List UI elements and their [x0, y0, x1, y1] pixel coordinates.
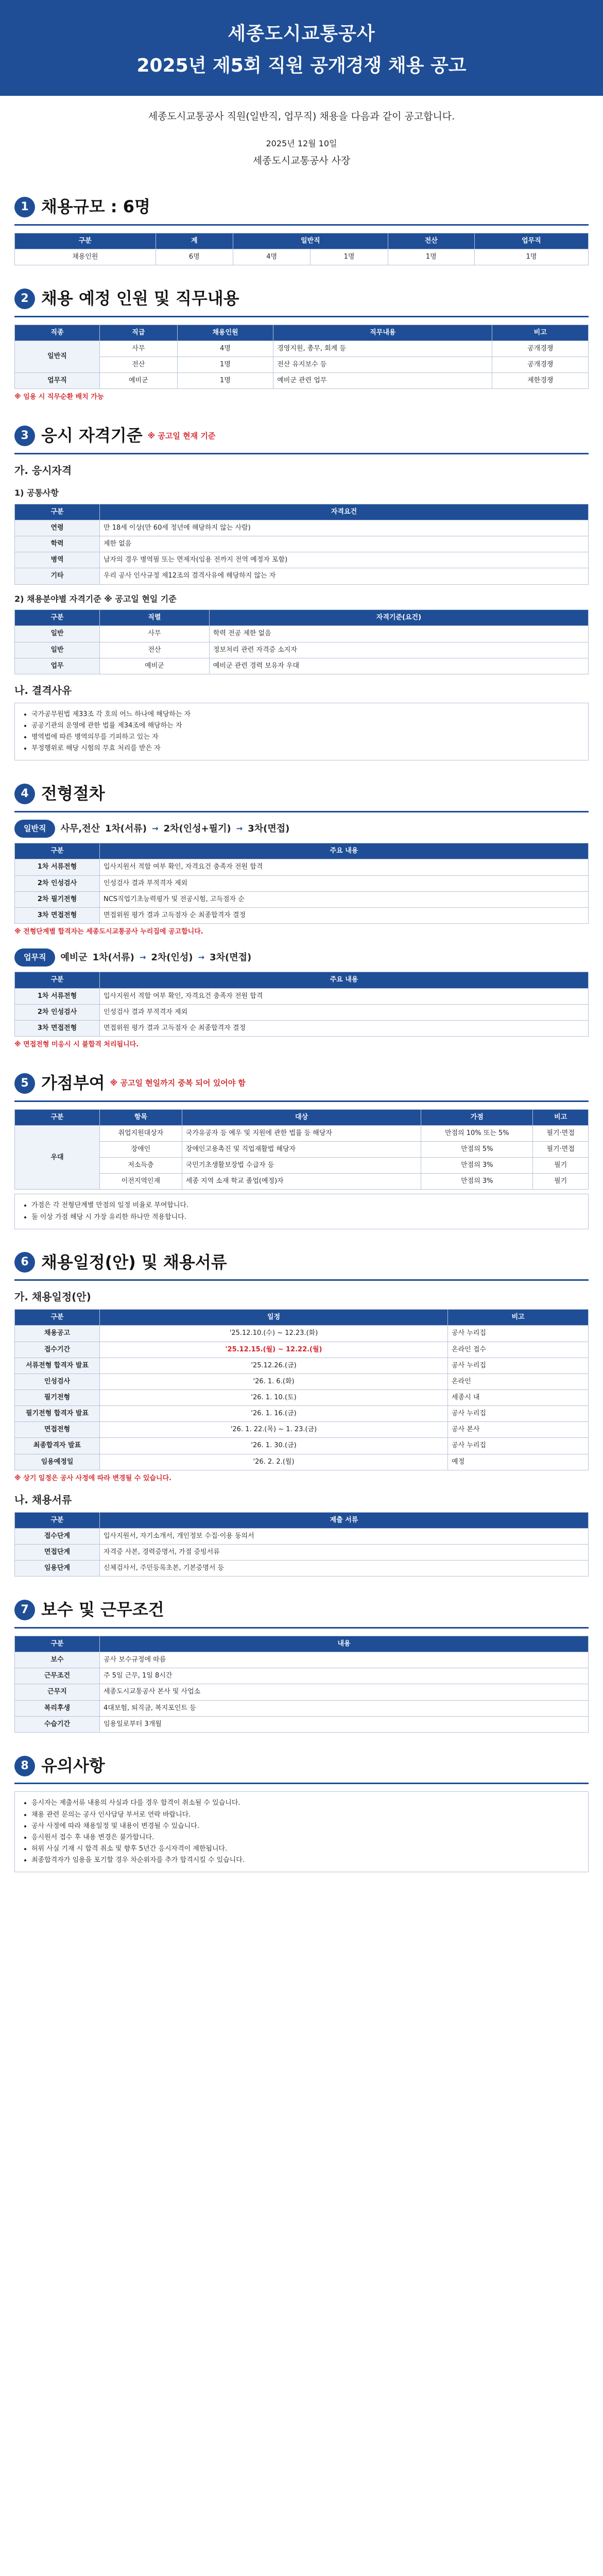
compensation-table	[14, 1636, 589, 1733]
table-row	[15, 1406, 589, 1422]
job-detail: 예비군	[60, 952, 88, 963]
table-cell: 저소득층	[100, 1158, 182, 1174]
table-cell: 장애인고용촉진 및 직업재활법 해당자	[182, 1141, 421, 1157]
table-cell: 필기전형	[15, 1389, 100, 1405]
table-cell: 정보처리 관련 자격증 소지자	[209, 642, 588, 658]
table-cell: '26. 1. 22.(목) ~ 1. 23.(금)	[100, 1422, 448, 1438]
job-detail: 사무,전산	[60, 823, 100, 834]
table-cell: 만 18세 이상(만 60세 정년에 해당하지 않는 사람)	[100, 520, 589, 536]
hero-banner	[0, 0, 603, 96]
table-cell: 필기전형 합격자 발표	[15, 1406, 100, 1422]
table-cell: 업무직	[15, 373, 100, 389]
list-item: • 병역법에 따른 병역의무를 기피하고 있는 자	[31, 732, 581, 742]
table-cell: 공사 누리집	[448, 1326, 589, 1342]
table-row	[15, 1174, 589, 1190]
table-row	[15, 1561, 589, 1577]
signer: 세종도시교통공사 사장	[252, 155, 351, 166]
disqualification-box	[14, 703, 589, 761]
table-header: 자격기준(요건)	[209, 610, 588, 626]
table-row	[15, 1342, 589, 1358]
table-cell: 면접위원 평가 결과 고득점자 순 최종합격자 결정	[100, 907, 589, 923]
table-header: 일정	[100, 1310, 448, 1326]
section-title	[14, 1071, 589, 1102]
section-title	[14, 1250, 589, 1281]
hiring-scale-table	[14, 233, 589, 265]
table-cell: 경영지원, 총무, 회계 등	[273, 341, 492, 357]
table-header: 계	[156, 233, 233, 249]
section-process	[14, 781, 589, 1050]
table-row	[15, 658, 589, 674]
table-cell: 국가유공자 등 예우 및 지원에 관한 법률 등 해당자	[182, 1125, 421, 1141]
table-cell: 예정	[448, 1454, 589, 1470]
section-title-note: ※ 공고일 현재 기준	[147, 431, 216, 440]
common-requirements-table	[14, 504, 589, 585]
section-title	[14, 1753, 589, 1785]
process-flow-general	[14, 820, 589, 838]
table-cell: 일반	[15, 642, 100, 658]
section-number: 3	[14, 426, 35, 446]
table-cell: 근무지	[15, 1684, 100, 1700]
table-row	[15, 891, 589, 907]
table-header: 대상	[182, 1109, 421, 1125]
table-row	[15, 373, 589, 389]
table-cell: 채용인원	[15, 249, 156, 265]
table-cell: '26. 2. 2.(월)	[100, 1454, 448, 1470]
table-cell: 공개경쟁	[492, 341, 589, 357]
flow-step: 3차(면접)	[210, 952, 252, 963]
table-cell: 3차 면접전형	[15, 907, 100, 923]
table-cell: 제한 없음	[100, 536, 589, 552]
section-title-text: 응시 자격기준	[41, 426, 143, 446]
section-title	[14, 194, 589, 226]
subsection-title: 나. 채용서류	[14, 1493, 72, 1506]
table-cell: 인성검사 결과 부적격자 제외	[100, 875, 589, 891]
table-row	[15, 859, 589, 875]
section-notices	[14, 1753, 589, 1872]
table-cell: 세종시 내	[448, 1389, 589, 1405]
table-cell: 접수단계	[15, 1528, 100, 1544]
table-cell: 면접단계	[15, 1545, 100, 1561]
list-item: • 응시원서 접수 후 내용 변경은 불가합니다.	[31, 1833, 581, 1843]
table-cell: 1차 서류전형	[15, 859, 100, 875]
section-number: 7	[14, 1600, 35, 1620]
table-cell: 4명	[233, 249, 310, 265]
table-cell: 병역	[15, 552, 100, 568]
table-cell: 입사지원서, 자기소개서, 개인정보 수집·이용 동의서	[100, 1528, 589, 1544]
table-header: 구분	[15, 610, 100, 626]
table-cell: 입사지원서 적합 여부 확인, 자격요건 충족자 전원 합격	[100, 988, 589, 1004]
section-title	[14, 286, 589, 317]
section-number: 2	[14, 289, 35, 309]
list-item: • 응시자는 제출서류 내용의 사실과 다를 경우 합격이 취소될 수 있습니다.	[31, 1798, 581, 1808]
table-cell: 사무	[100, 626, 210, 642]
table-cell: 6명	[156, 249, 233, 265]
table-cell: 임용단계	[15, 1561, 100, 1577]
table-cell: 기타	[15, 568, 100, 584]
table-cell: 신체검사서, 주민등록초본, 기본증명서 등	[100, 1561, 589, 1577]
section-title-text: 유의사항	[41, 1755, 105, 1775]
table-header: 항목	[100, 1109, 182, 1125]
table-cell: 접수기간	[15, 1342, 100, 1358]
subsection-title: 2) 채용분야별 자격기준 ※ 공고일 현일 기준	[14, 594, 177, 604]
table-cell: 전산	[100, 357, 178, 373]
table-cell: 면접전형	[15, 1422, 100, 1438]
table-cell: 필기	[533, 1158, 589, 1174]
table-cell: 1명	[388, 249, 474, 265]
announcement-date: 2025년 12월 10일	[266, 139, 337, 149]
table-cell: 2차 필기전형	[15, 891, 100, 907]
table-cell: 전산 유지보수 등	[273, 357, 492, 373]
table-row	[15, 1668, 589, 1684]
arrow-icon: →	[198, 953, 205, 962]
table-cell: 만점의 10% 또는 5%	[421, 1125, 533, 1141]
table-row	[15, 1326, 589, 1342]
table-header: 직무내용	[273, 325, 492, 341]
section-title-text: 채용일정(안) 및 채용서류	[41, 1252, 227, 1272]
table-row	[15, 1422, 589, 1438]
table-header: 구분	[15, 1512, 100, 1528]
job-type-badge: 업무직	[14, 948, 55, 967]
table-cell: 공사 보수규정에 따름	[100, 1652, 589, 1668]
section-number: 4	[14, 784, 35, 804]
flow-step: 1차(서류)	[105, 823, 147, 834]
table-cell: 공사 본사	[448, 1422, 589, 1438]
table-cell: '26. 1. 16.(금)	[100, 1406, 448, 1422]
table-header: 가점	[421, 1109, 533, 1125]
table-cell: 면접위원 평가 결과 고득점자 순 최종합격자 결정	[100, 1020, 589, 1036]
table-cell: 공사 누리집	[448, 1406, 589, 1422]
table-row	[15, 1358, 589, 1374]
subsection-title: 나. 결격사유	[14, 684, 72, 697]
table-row	[15, 1716, 589, 1732]
org-name: 세종도시교통공사	[228, 23, 375, 44]
list-item: • 채용 관련 문의는 공사 인사담당 부서로 연락 바랍니다.	[31, 1810, 581, 1820]
section-hiring-scale	[14, 194, 589, 265]
table-header: 구분	[15, 843, 100, 859]
schedule-note: ※ 상기 일정은 공사 사정에 따라 변경될 수 있습니다.	[14, 1474, 171, 1482]
section-number: 6	[14, 1252, 35, 1273]
table-row	[15, 1545, 589, 1561]
table-cell: 공사 누리집	[448, 1358, 589, 1374]
section-title-text: 가점부여	[41, 1073, 105, 1093]
table-cell: '25.12.15.(월) ~ 12.22.(월)	[100, 1342, 448, 1358]
table-header: 직종	[15, 325, 100, 341]
table-row	[15, 626, 589, 642]
table-cell: 복리후생	[15, 1700, 100, 1716]
table-cell: 보수	[15, 1652, 100, 1668]
flow-step: 1차(서류)	[92, 952, 134, 963]
table-cell: '25.12.26.(금)	[100, 1358, 448, 1374]
table-cell: 4명	[177, 341, 273, 357]
table-row	[15, 341, 589, 357]
section-title	[14, 423, 589, 454]
table-row	[15, 1141, 589, 1157]
table-header: 구분	[15, 1109, 100, 1125]
flow-step: 3차(면접)	[248, 823, 290, 834]
table-cell: 이전지역인재	[100, 1174, 182, 1190]
table-cell: '25.12.10.(수) ~ 12.23.(화)	[100, 1326, 448, 1342]
table-header: 내용	[100, 1636, 589, 1652]
table-cell: 제한경쟁	[492, 373, 589, 389]
table-cell: 업무	[15, 658, 100, 674]
list-item: • 공공기관의 운영에 관한 법률 제34조에 해당하는 자	[31, 721, 581, 731]
section-positions	[14, 286, 589, 402]
section-schedule	[14, 1250, 589, 1577]
table-header: 일반직	[233, 233, 388, 249]
list-item: • 국가공무원법 제33조 각 호의 어느 하나에 해당하는 자	[31, 709, 581, 720]
list-item: • 부정행위로 해당 시험의 무효 처리를 받은 자	[31, 743, 581, 754]
table-header: 구분	[15, 1310, 100, 1326]
table-cell: 예비군 관련 업무	[273, 373, 492, 389]
table-header: 주요 내용	[100, 843, 589, 859]
table-row	[15, 1652, 589, 1668]
table-header: 구분	[15, 972, 100, 988]
table-cell: 필기·면접	[533, 1125, 589, 1141]
table-cell: NCS직업기초능력평가 및 전공시험, 고득점자 순	[100, 891, 589, 907]
flow-step: 2차(인성)	[151, 952, 193, 963]
table-cell: 인성검사	[15, 1374, 100, 1389]
table-cell: 1명	[474, 249, 588, 265]
table-row	[15, 1125, 589, 1141]
bonus-table	[14, 1109, 589, 1190]
table-header: 업무직	[474, 233, 588, 249]
table-header: 전산	[388, 233, 474, 249]
table-cell: 2차 인성검사	[15, 1004, 100, 1020]
process-note: ※ 면접전형 미응시 시 불합격 처리됩니다.	[14, 1040, 139, 1048]
subsection-title: 가. 응시자격	[14, 464, 72, 477]
table-cell: 학력 전공 제한 없음	[209, 626, 588, 642]
table-cell: 자격증 사본, 경력증명서, 가점 증빙서류	[100, 1545, 589, 1561]
table-header: 구분	[15, 1636, 100, 1652]
table-cell: 일반직	[15, 341, 100, 372]
arrow-icon: →	[139, 953, 146, 962]
table-cell: 온라인	[448, 1374, 589, 1389]
table-row	[15, 536, 589, 552]
table-row	[15, 988, 589, 1004]
section-bonus-points	[14, 1071, 589, 1229]
table-row	[15, 907, 589, 923]
process-table-general	[14, 843, 589, 924]
process-table-job	[14, 972, 589, 1037]
section-number: 8	[14, 1756, 35, 1776]
section-number: 5	[14, 1073, 35, 1094]
table-row	[15, 642, 589, 658]
table-row	[15, 1528, 589, 1544]
table-cell: 최종합격자 발표	[15, 1438, 100, 1454]
table-row	[15, 1158, 589, 1174]
table-header: 구분	[15, 504, 100, 520]
table-row	[15, 520, 589, 536]
table-cell: 학력	[15, 536, 100, 552]
section-title-text: 보수 및 근무조건	[41, 1600, 164, 1620]
arrow-icon: →	[152, 824, 159, 834]
list-item: • 공사 사정에 따라 채용일정 및 내용이 변경될 수 있습니다.	[31, 1821, 581, 1832]
section-title-note: ※ 공고일 현일까지 중복 되어 있어야 함	[110, 1078, 246, 1088]
table-cell: '26. 1. 10.(토)	[100, 1389, 448, 1405]
table-row	[15, 1020, 589, 1036]
table-cell: 사무	[100, 341, 178, 357]
table-cell: 서류전형 합격자 발표	[15, 1358, 100, 1374]
table-cell: 1명	[177, 357, 273, 373]
table-header: 비고	[448, 1310, 589, 1326]
positions-note: ※ 임용 시 직무순환 배치 가능	[14, 393, 104, 401]
table-cell: '26. 1. 6.(화)	[100, 1374, 448, 1389]
section-title	[14, 781, 589, 812]
table-header: 제출 서류	[100, 1512, 589, 1528]
table-row	[15, 568, 589, 584]
table-header: 주요 내용	[100, 972, 589, 988]
table-cell: 만점의 3%	[421, 1174, 533, 1190]
table-header: 직렬	[100, 610, 210, 626]
table-header: 채용인원	[177, 325, 273, 341]
table-cell: 온라인 접수	[448, 1342, 589, 1358]
section-number: 1	[14, 197, 35, 217]
table-cell: 수습기간	[15, 1716, 100, 1732]
table-header: 비고	[533, 1109, 589, 1125]
subsection-title: 가. 채용일정(안)	[14, 1291, 91, 1303]
list-item: • 가점은 각 전형단계별 만점의 일정 비율로 부여합니다.	[31, 1200, 581, 1211]
section-eligibility	[14, 423, 589, 760]
table-cell: 국민기초생활보장법 수급자 등	[182, 1158, 421, 1174]
table-cell: 임용예정일	[15, 1454, 100, 1470]
table-cell: 입사지원서 적합 여부 확인, 자격요건 충족자 전원 합격	[100, 859, 589, 875]
table-cell: 2차 인성검사	[15, 875, 100, 891]
table-cell: 주 5일 근무, 1일 8시간	[100, 1668, 589, 1684]
table-cell: 필기	[533, 1174, 589, 1190]
table-cell: 임용일로부터 3개월	[100, 1716, 589, 1732]
section-compensation	[14, 1597, 589, 1732]
table-header: 구분	[15, 233, 156, 249]
table-header: 직급	[100, 325, 178, 341]
table-cell: 장애인	[100, 1141, 182, 1157]
table-cell: 공개경쟁	[492, 357, 589, 373]
arrow-icon: →	[236, 824, 243, 834]
specific-requirements-table	[14, 609, 589, 674]
table-cell: 만점의 3%	[421, 1158, 533, 1174]
table-cell: 인성검사 결과 부적격자 제외	[100, 1004, 589, 1020]
table-row	[15, 1454, 589, 1470]
flow-step: 2차(인성+필기)	[163, 823, 231, 834]
table-cell: 남자의 경우 병역필 또는 면제자(임용 전까지 전역 예정자 포함)	[100, 552, 589, 568]
table-cell: 연령	[15, 520, 100, 536]
table-row	[15, 1700, 589, 1716]
process-flow-job	[14, 948, 589, 967]
table-header: 자격요건	[100, 504, 589, 520]
section-title-text: 채용규모 : 6명	[41, 197, 150, 217]
table-row	[15, 1684, 589, 1700]
table-row	[15, 552, 589, 568]
table-row	[15, 1438, 589, 1454]
table-cell: 1명	[177, 373, 273, 389]
list-item: • 허위 사실 기재 시 합격 취소 및 향후 5년간 응시자격이 제한됩니다.	[31, 1844, 581, 1854]
table-cell: 우리 공사 인사규정 제12조의 결격사유에 해당하지 않는 자	[100, 568, 589, 584]
table-row	[15, 1004, 589, 1020]
table-cell: 만점의 5%	[421, 1141, 533, 1157]
table-row	[15, 1374, 589, 1389]
table-cell: 채용공고	[15, 1326, 100, 1342]
table-cell: 근무조건	[15, 1668, 100, 1684]
process-note: ※ 전형단계별 합격자는 세종도시교통공사 누리집에 공고합니다.	[14, 928, 203, 936]
section-title-text: 전형절차	[41, 784, 105, 804]
section-title-text: 채용 예정 인원 및 직무내용	[41, 289, 239, 309]
table-row	[15, 357, 589, 373]
job-type-badge: 일반직	[14, 820, 55, 838]
documents-table	[14, 1512, 589, 1577]
schedule-table	[14, 1309, 589, 1470]
positions-table	[14, 325, 589, 389]
subsection-title: 1) 공통사항	[14, 488, 59, 498]
table-cell: 1명	[311, 249, 388, 265]
list-item: • 최종합격자가 임용을 포기할 경우 차순위자를 추가 합격시킬 수 있습니다.	[31, 1855, 581, 1866]
table-cell: 3차 면접전형	[15, 1020, 100, 1036]
table-cell: 우대	[15, 1125, 100, 1190]
table-cell: 예비군	[100, 658, 210, 674]
table-cell: 전산	[100, 642, 210, 658]
section-title	[14, 1597, 589, 1629]
table-cell: 4대보험, 퇴직금, 복지포인트 등	[100, 1700, 589, 1716]
table-header: 비고	[492, 325, 589, 341]
table-cell: 세종 지역 소재 학교 졸업(예정)자	[182, 1174, 421, 1190]
table-cell: 취업지원대상자	[100, 1125, 182, 1141]
table-cell: 필기·면접	[533, 1141, 589, 1157]
table-row	[15, 875, 589, 891]
list-item: • 둘 이상 가점 해당 시 가장 유리한 하나만 적용합니다.	[31, 1212, 581, 1223]
table-cell: '26. 1. 30.(금)	[100, 1438, 448, 1454]
notices-box	[14, 1791, 589, 1872]
table-cell: 일반	[15, 626, 100, 642]
bonus-notes	[14, 1194, 589, 1229]
intro-text: 세종도시교통공사 직원(일반직, 업무직) 채용을 다음과 같이 공고합니다.	[148, 110, 455, 122]
table-cell: 공사 누리집	[448, 1438, 589, 1454]
table-cell: 예비군 관련 경력 보유자 우대	[209, 658, 588, 674]
table-cell: 예비군	[100, 373, 178, 389]
table-cell: 세종도시교통공사 본사 및 사업소	[100, 1684, 589, 1700]
intro	[0, 96, 603, 174]
announcement-title: 2025년 제5회 직원 공개경쟁 채용 공고	[136, 55, 467, 76]
table-row	[15, 1389, 589, 1405]
table-cell: 1차 서류전형	[15, 988, 100, 1004]
